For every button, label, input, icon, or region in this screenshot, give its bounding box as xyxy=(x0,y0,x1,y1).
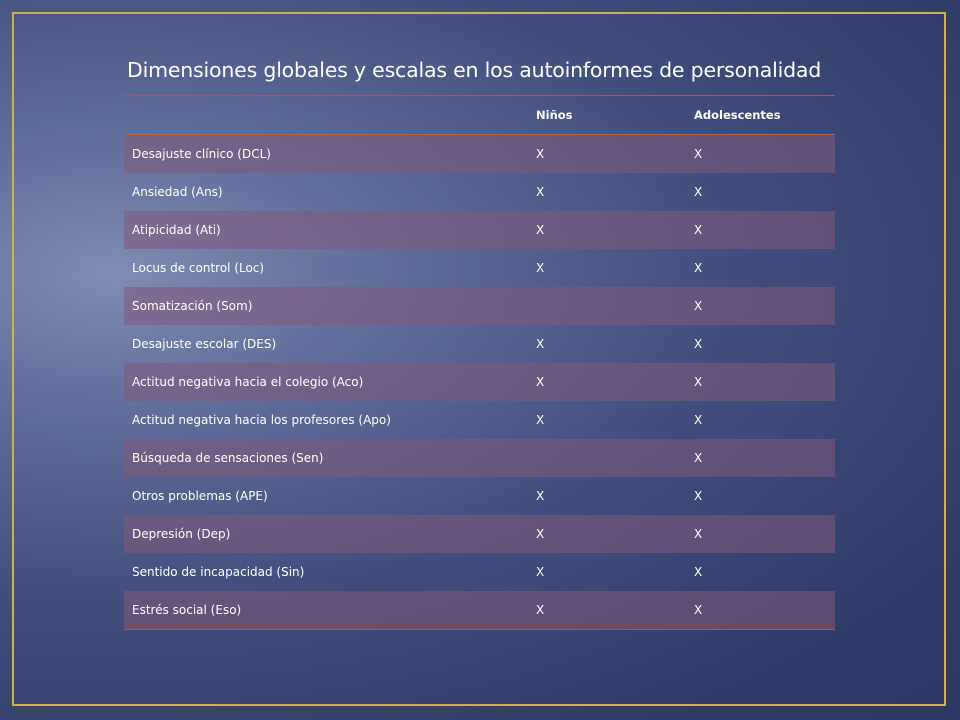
scale-name: Locus de control (Loc) xyxy=(132,261,265,275)
ninos-mark: X xyxy=(536,527,545,541)
table-row xyxy=(124,363,835,401)
scale-name: Sentido de incapacidad (Sin) xyxy=(132,565,305,579)
ninos-mark: X xyxy=(536,185,545,199)
adolescentes-mark: X xyxy=(694,185,703,199)
ninos-mark xyxy=(528,287,686,325)
scale-name: Estrés social (Eso) xyxy=(132,603,242,617)
table-row xyxy=(124,287,835,325)
scale-name: Atipicidad (Ati) xyxy=(132,223,221,237)
scale-name: Desajuste clínico (DCL) xyxy=(132,147,271,161)
slide-title: Dimensiones globales y escalas en los autoinformes de personalidad xyxy=(127,58,822,82)
ninos-mark: X xyxy=(536,147,545,161)
table-row xyxy=(124,591,835,630)
adolescentes-mark: X xyxy=(694,223,703,237)
ninos-mark: X xyxy=(536,375,545,389)
adolescentes-mark: X xyxy=(694,527,703,541)
adolescentes-mark: X xyxy=(694,451,703,465)
table-row xyxy=(124,249,835,287)
header-scale xyxy=(124,96,528,135)
ninos-mark: X xyxy=(536,603,545,617)
scale-name: Actitud negativa hacia el colegio (Aco) xyxy=(132,375,364,389)
table-row xyxy=(124,401,835,439)
adolescentes-mark: X xyxy=(694,489,703,503)
adolescentes-mark: X xyxy=(694,565,703,579)
adolescentes-mark: X xyxy=(694,147,703,161)
scale-name: Otros problemas (APE) xyxy=(132,489,268,503)
scale-name: Búsqueda de sensaciones (Sen) xyxy=(132,451,324,465)
table-row xyxy=(124,553,835,591)
scales-table xyxy=(124,95,835,630)
table-row xyxy=(124,135,835,174)
table-row xyxy=(124,477,835,515)
header-ninos: Niños xyxy=(536,108,573,122)
scale-name: Ansiedad (Ans) xyxy=(132,185,223,199)
adolescentes-mark: X xyxy=(694,603,703,617)
ninos-mark: X xyxy=(536,337,545,351)
table-row xyxy=(124,211,835,249)
table-row xyxy=(124,439,835,477)
scale-name: Actitud negativa hacia los profesores (Apo) xyxy=(132,413,391,427)
ninos-mark: X xyxy=(536,489,545,503)
table-header-row xyxy=(124,96,835,135)
adolescentes-mark: X xyxy=(694,375,703,389)
table-row xyxy=(124,325,835,363)
adolescentes-mark: X xyxy=(694,299,703,313)
ninos-mark xyxy=(528,439,686,477)
ninos-mark: X xyxy=(536,223,545,237)
table-row xyxy=(124,173,835,211)
adolescentes-mark: X xyxy=(694,337,703,351)
scale-name: Depresión (Dep) xyxy=(132,527,231,541)
scale-name: Somatización (Som) xyxy=(132,299,253,313)
adolescentes-mark: X xyxy=(694,413,703,427)
header-adolescentes: Adolescentes xyxy=(694,108,781,122)
ninos-mark: X xyxy=(536,565,545,579)
ninos-mark: X xyxy=(536,261,545,275)
table-row xyxy=(124,515,835,553)
ninos-mark: X xyxy=(536,413,545,427)
scale-name: Desajuste escolar (DES) xyxy=(132,337,277,351)
adolescentes-mark: X xyxy=(694,261,703,275)
